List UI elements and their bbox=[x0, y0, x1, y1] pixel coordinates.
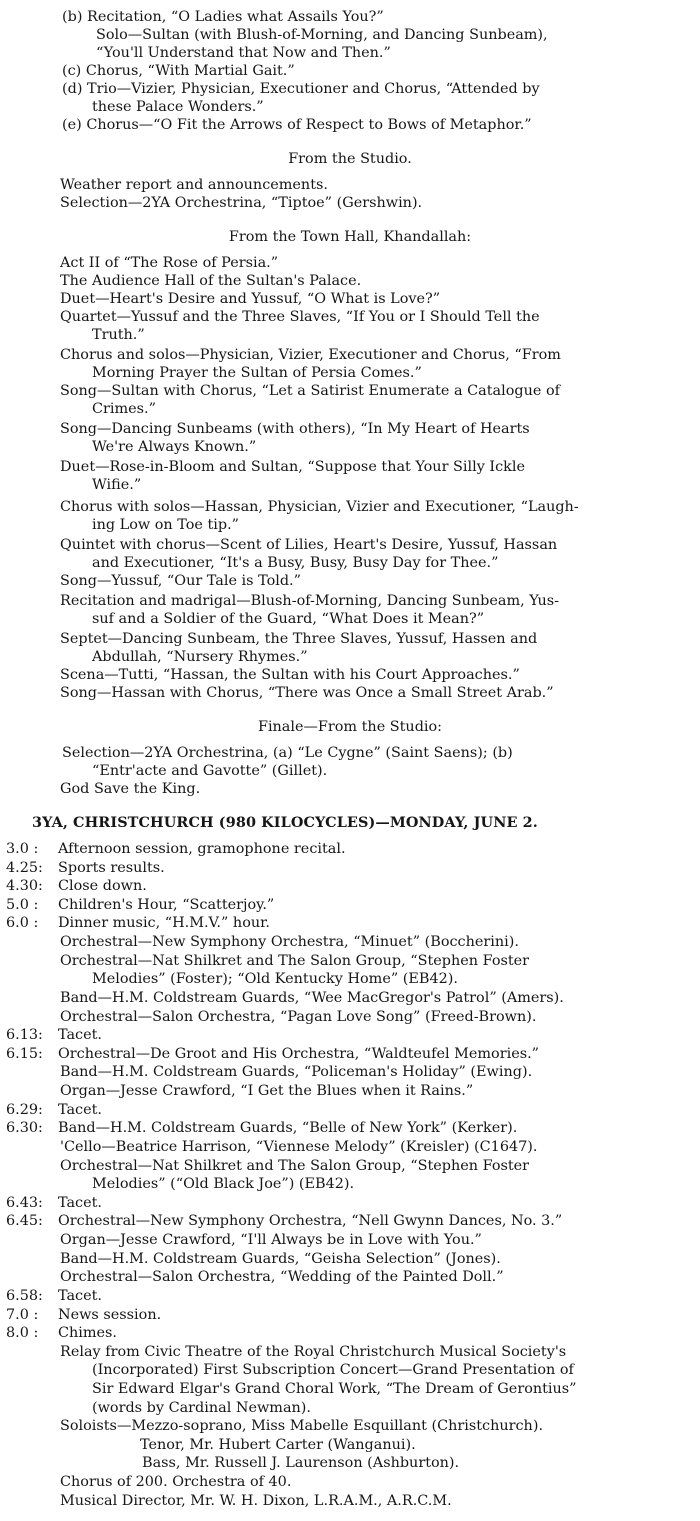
schedule-entry: Tenor, Mr. Hubert Carter (Wanganui). bbox=[140, 1437, 416, 1453]
schedule-entry: Organ—Jesse Crawford, “I'll Always be in Love with You.” bbox=[60, 1232, 482, 1248]
schedule-entry: Tacet. bbox=[58, 1102, 102, 1118]
finale-line: “Entr'acte and Gavotte” (Gillet). bbox=[92, 763, 328, 779]
schedule-entry: Close down. bbox=[58, 878, 147, 894]
studio-line: Selection—2YA Orchestrina, “Tiptoe” (Gershwin). bbox=[60, 195, 423, 211]
station-title: 3YA, CHRISTCHURCH (980 KILOCYCLES)—MONDAY, JUNE 2. bbox=[32, 814, 538, 831]
schedule-entry: Soloists—Mezzo-soprano, Miss Mabelle Esquillant (Christchurch). bbox=[60, 1418, 544, 1434]
town-hall-heading: From the Town Hall, Khandallah: bbox=[228, 229, 472, 245]
schedule-time: 4.30: bbox=[6, 878, 43, 894]
town-hall-line: Wifie.” bbox=[92, 477, 142, 493]
town-hall-line: Song—Sultan with Chorus, “Let a Satirist Enumerate a Catalogue of bbox=[60, 383, 560, 399]
schedule-entry: Orchestral—New Symphony Orchestra, “Minuet” (Boccherini). bbox=[60, 934, 519, 950]
program-line: (e) Chorus—“O Fit the Arrows of Respect to Bows of Metaphor.” bbox=[62, 117, 532, 133]
town-hall-line: Song—Dancing Sunbeams (with others), “In My Heart of Hearts bbox=[60, 421, 530, 437]
schedule-entry: Orchestral—Salon Orchestra, “Pagan Love Song” (Freed-Brown). bbox=[60, 1009, 537, 1025]
schedule-entry: Orchestral—Nat Shilkret and The Salon Group, “Stephen Foster bbox=[60, 1158, 530, 1174]
town-hall-line: Duet—Heart's Desire and Yussuf, “O What is Love?” bbox=[60, 291, 441, 307]
finale-line: God Save the King. bbox=[60, 781, 201, 797]
program-line: these Palace Wonders.” bbox=[92, 99, 264, 115]
town-hall-line: We're Always Known.” bbox=[92, 439, 257, 455]
town-hall-line: and Executioner, “It's a Busy, Busy, Busy Day for Thee.” bbox=[92, 555, 499, 571]
schedule-entry: Dinner music, “H.M.V.” hour. bbox=[58, 915, 270, 931]
schedule-entry: Afternoon session, gramophone recital. bbox=[58, 841, 346, 857]
finale-line: Selection—2YA Orchestrina, (a) “Le Cygne” (Saint Saens); (b) bbox=[62, 745, 513, 761]
schedule-entry: Orchestral—Nat Shilkret and The Salon Group, “Stephen Foster bbox=[60, 953, 530, 969]
town-hall-line: Chorus with solos—Hassan, Physician, Vizier and Executioner, “Laugh- bbox=[60, 499, 579, 515]
schedule-entry: (words by Cardinal Newman). bbox=[92, 1400, 311, 1416]
schedule-entry: Sports results. bbox=[58, 860, 165, 876]
schedule-entry: Band—H.M. Coldstream Guards, “Geisha Selection” (Jones). bbox=[60, 1251, 501, 1267]
studio-line: Weather report and announcements. bbox=[60, 177, 328, 193]
town-hall-line: Crimes.” bbox=[92, 401, 156, 417]
program-line: (d) Trio—Vizier, Physician, Executioner and Chorus, “Attended by bbox=[62, 81, 540, 97]
schedule-entry: Relay from Civic Theatre of the Royal Christchurch Musical Society's bbox=[60, 1344, 567, 1360]
town-hall-line: Duet—Rose-in-Bloom and Sultan, “Suppose that Your Silly Ickle bbox=[60, 459, 525, 475]
schedule-entry: Band—H.M. Coldstream Guards, “Wee MacGregor's Patrol” (Amers). bbox=[60, 990, 564, 1006]
schedule-entry: Organ—Jesse Crawford, “I Get the Blues when it Rains.” bbox=[60, 1083, 474, 1099]
schedule-time: 6.30: bbox=[6, 1120, 43, 1136]
town-hall-line: Scena—Tutti, “Hassan, the Sultan with his Court Approaches.” bbox=[60, 667, 520, 683]
schedule-time: 6.0 : bbox=[6, 915, 39, 931]
schedule-entry: 'Cello—Beatrice Harrison, “Viennese Melody” (Kreisler) (C1647). bbox=[60, 1139, 538, 1155]
town-hall-line: Act II of “The Rose of Persia.” bbox=[60, 255, 279, 271]
schedule-entry: Orchestral—Salon Orchestra, “Wedding of the Painted Doll.” bbox=[60, 1269, 504, 1285]
schedule-time: 6.15: bbox=[6, 1046, 43, 1062]
program-line: (c) Chorus, “With Martial Gait.” bbox=[62, 63, 295, 79]
schedule-time: 6.29: bbox=[6, 1102, 43, 1118]
schedule-time: 6.45: bbox=[6, 1213, 43, 1229]
town-hall-line: Chorus and solos—Physician, Vizier, Executioner and Chorus, “From bbox=[60, 347, 561, 363]
program-line: Solo—Sultan (with Blush-of-Morning, and Dancing Sunbeam), bbox=[96, 27, 548, 43]
schedule-entry: Children's Hour, “Scatterjoy.” bbox=[58, 897, 275, 913]
schedule-entry: News session. bbox=[58, 1307, 162, 1323]
schedule-entry: Melodies” (“Old Black Joe”) (EB42). bbox=[92, 1176, 355, 1192]
schedule-entry: Chorus of 200. Orchestra of 40. bbox=[60, 1474, 292, 1490]
town-hall-line: Quartet—Yussuf and the Three Slaves, “If You or I Should Tell the bbox=[60, 309, 540, 325]
town-hall-line: Song—Hassan with Chorus, “There was Once a Small Street Arab.” bbox=[60, 685, 554, 701]
program-line: (b) Recitation, “O Ladies what Assails You?” bbox=[62, 9, 384, 25]
schedule-entry: Band—H.M. Coldstream Guards, “Belle of New York” (Kerker). bbox=[58, 1120, 518, 1136]
schedule-time: 6.43: bbox=[6, 1195, 43, 1211]
schedule-entry: Tacet. bbox=[58, 1288, 102, 1304]
town-hall-line: Truth.” bbox=[92, 327, 145, 343]
schedule-entry: Tacet. bbox=[58, 1195, 102, 1211]
town-hall-line: Quintet with chorus—Scent of Lilies, Heart's Desire, Yussuf, Hassan bbox=[60, 537, 558, 553]
schedule-entry: Band—H.M. Coldstream Guards, “Policeman's Holiday” (Ewing). bbox=[60, 1064, 533, 1080]
town-hall-line: Recitation and madrigal—Blush-of-Morning, Dancing Sunbeam, Yus- bbox=[60, 593, 560, 609]
schedule-entry: Sir Edward Elgar's Grand Choral Work, “The Dream of Gerontius” bbox=[92, 1381, 577, 1397]
schedule-entry: Chimes. bbox=[58, 1325, 118, 1341]
schedule-entry: Musical Director, Mr. W. H. Dixon, L.R.A.M., A.R.C.M. bbox=[60, 1493, 452, 1509]
town-hall-line: Song—Yussuf, “Our Tale is Told.” bbox=[60, 573, 301, 589]
schedule-entry: Orchestral—De Groot and His Orchestra, “Waldteufel Memories.” bbox=[58, 1046, 540, 1062]
town-hall-line: suf and a Soldier of the Guard, “What Does it Mean?” bbox=[92, 611, 485, 627]
town-hall-line: The Audience Hall of the Sultan's Palace. bbox=[60, 273, 362, 289]
schedule-entry: Tacet. bbox=[58, 1027, 102, 1043]
town-hall-line: Septet—Dancing Sunbeam, the Three Slaves, Yussuf, Hassen and bbox=[60, 631, 538, 647]
schedule-time: 8.0 : bbox=[6, 1325, 39, 1341]
schedule-time: 4.25: bbox=[6, 860, 43, 876]
town-hall-line: ing Low on Toe tip.” bbox=[92, 517, 240, 533]
program-line: “You'll Understand that Now and Then.” bbox=[96, 45, 391, 61]
schedule-time: 3.0 : bbox=[6, 841, 39, 857]
studio-heading: From the Studio. bbox=[288, 151, 412, 167]
town-hall-line: Abdullah, “Nursery Rhymes.” bbox=[92, 649, 308, 665]
finale-heading: Finale—From the Studio: bbox=[257, 719, 443, 735]
schedule-entry: Bass, Mr. Russell J. Laurenson (Ashburton). bbox=[142, 1455, 460, 1471]
schedule-entry: Orchestral—New Symphony Orchestra, “Nell Gwynn Dances, No. 3.” bbox=[58, 1213, 563, 1229]
schedule-time: 6.13: bbox=[6, 1027, 43, 1043]
schedule-entry: Melodies” (Foster); “Old Kentucky Home” (EB42). bbox=[92, 971, 458, 987]
schedule-entry: (Incorporated) First Subscription Concert—Grand Presentation of bbox=[92, 1362, 574, 1378]
town-hall-line: Morning Prayer the Sultan of Persia Comes.” bbox=[92, 365, 422, 381]
schedule-time: 7.0 : bbox=[6, 1307, 39, 1323]
schedule-time: 5.0 : bbox=[6, 897, 39, 913]
schedule-time: 6.58: bbox=[6, 1288, 43, 1304]
